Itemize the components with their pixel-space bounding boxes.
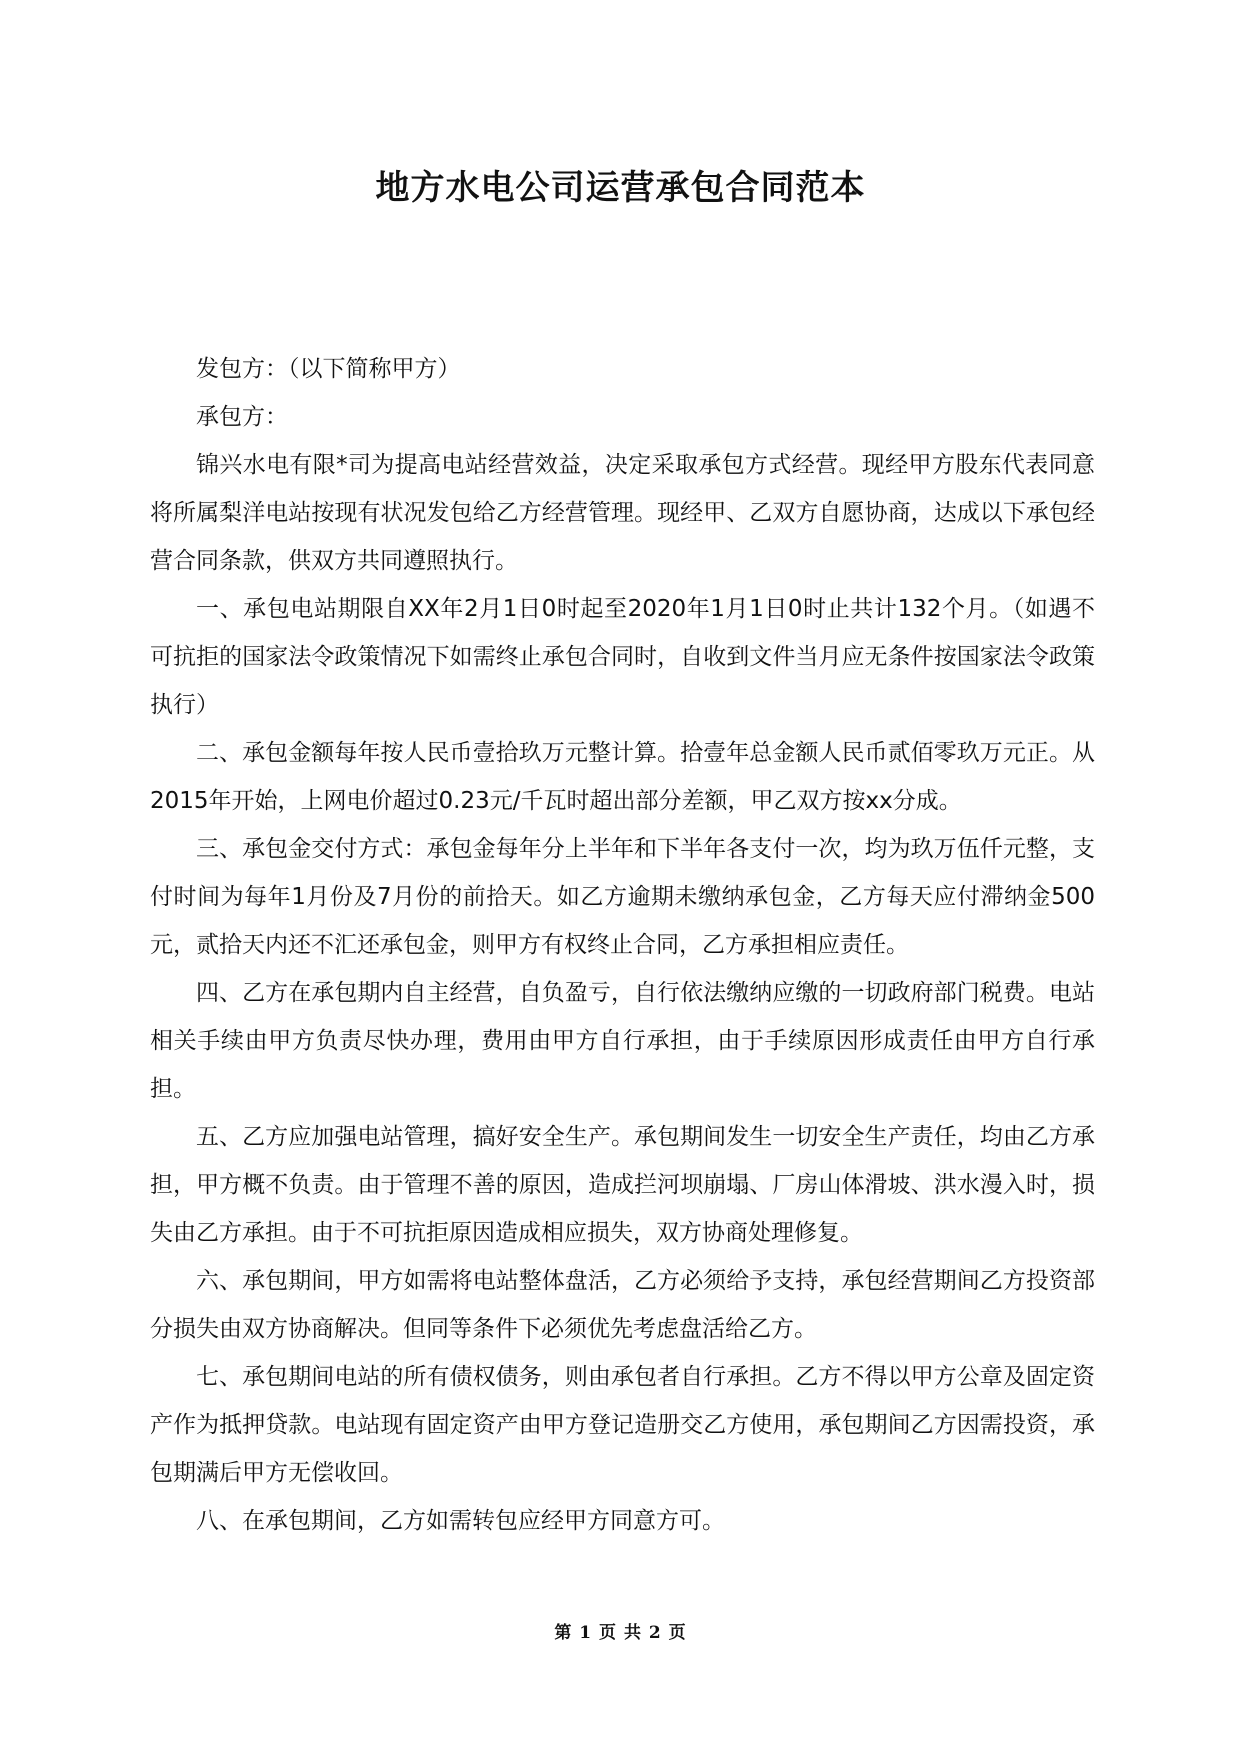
preamble-paragraph: 锦兴水电有限*司为提高电站经营效益，决定采取承包方式经营。现经甲方股东代表同意将所属梨洋电站按现有状况发包给乙方经营管理。现经甲、乙双方自愿协商，达成以下承包经营合同条款，供双方共同遵照执行。	[150, 452, 1095, 574]
party-b-line: 承包方：	[196, 404, 288, 430]
clause-6: 六、承包期间，甲方如需将电站整体盘活，乙方必须给予支持，承包经营期间乙方投资部分损失由双方协商解决。但同等条件下必须优先考虑盘活给乙方。	[150, 1268, 1095, 1342]
page-number-footer: 第 1 页 共 2 页	[554, 1623, 687, 1643]
clause-1: 一、承包电站期限自XX年2月1日0时起至2020年1月1日0时止共计132个月。（如遇不可抗拒的国家法令政策情况下如需终止承包合同时，自收到文件当月应无条件按国家法令政策执行）	[150, 596, 1095, 718]
clause-4: 四、乙方在承包期内自主经营，自负盈亏，自行依法缴纳应缴的一切政府部门税费。电站相关手续由甲方负责尽快办理，费用由甲方自行承担，由于手续原因形成责任由甲方自行承担。	[150, 980, 1095, 1102]
clause-2: 二、承包金额每年按人民币壹拾玖万元整计算。拾壹年总金额人民币贰佰零玖万元正。从2015年开始，上网电价超过0.23元/千瓦时超出部分差额，甲乙双方按xx分成。	[150, 740, 1095, 814]
party-a-line: 发包方：（以下简称甲方）	[196, 356, 461, 382]
clause-7: 七、承包期间电站的所有债权债务，则由承包者自行承担。乙方不得以甲方公章及固定资产作为抵押贷款。电站现有固定资产由甲方登记造册交乙方使用，承包期间乙方因需投资，承包期满后甲方无偿收回。	[150, 1364, 1095, 1486]
clause-3: 三、承包金交付方式：承包金每年分上半年和下半年各支付一次，均为玖万伍仟元整，支付时间为每年1月份及7月份的前拾天。如乙方逾期未缴纳承包金，乙方每天应付滞纳金500元，贰拾天内还不汇还承包金，则甲方有权终止合同，乙方承担相应责任。	[150, 836, 1095, 958]
clause-8: 八、在承包期间，乙方如需转包应经甲方同意方可。	[196, 1508, 725, 1534]
document-body	[150, 345, 1095, 1545]
clause-5: 五、乙方应加强电站管理，搞好安全生产。承包期间发生一切安全生产责任，均由乙方承担，甲方概不负责。由于管理不善的原因，造成拦河坝崩塌、厂房山体滑坡、洪水漫入时，损失由乙方承担。由于不可抗拒原因造成相应损失，双方协商处理修复。	[150, 1124, 1095, 1246]
document-title: 地方水电公司运营承包合同范本	[375, 168, 866, 208]
